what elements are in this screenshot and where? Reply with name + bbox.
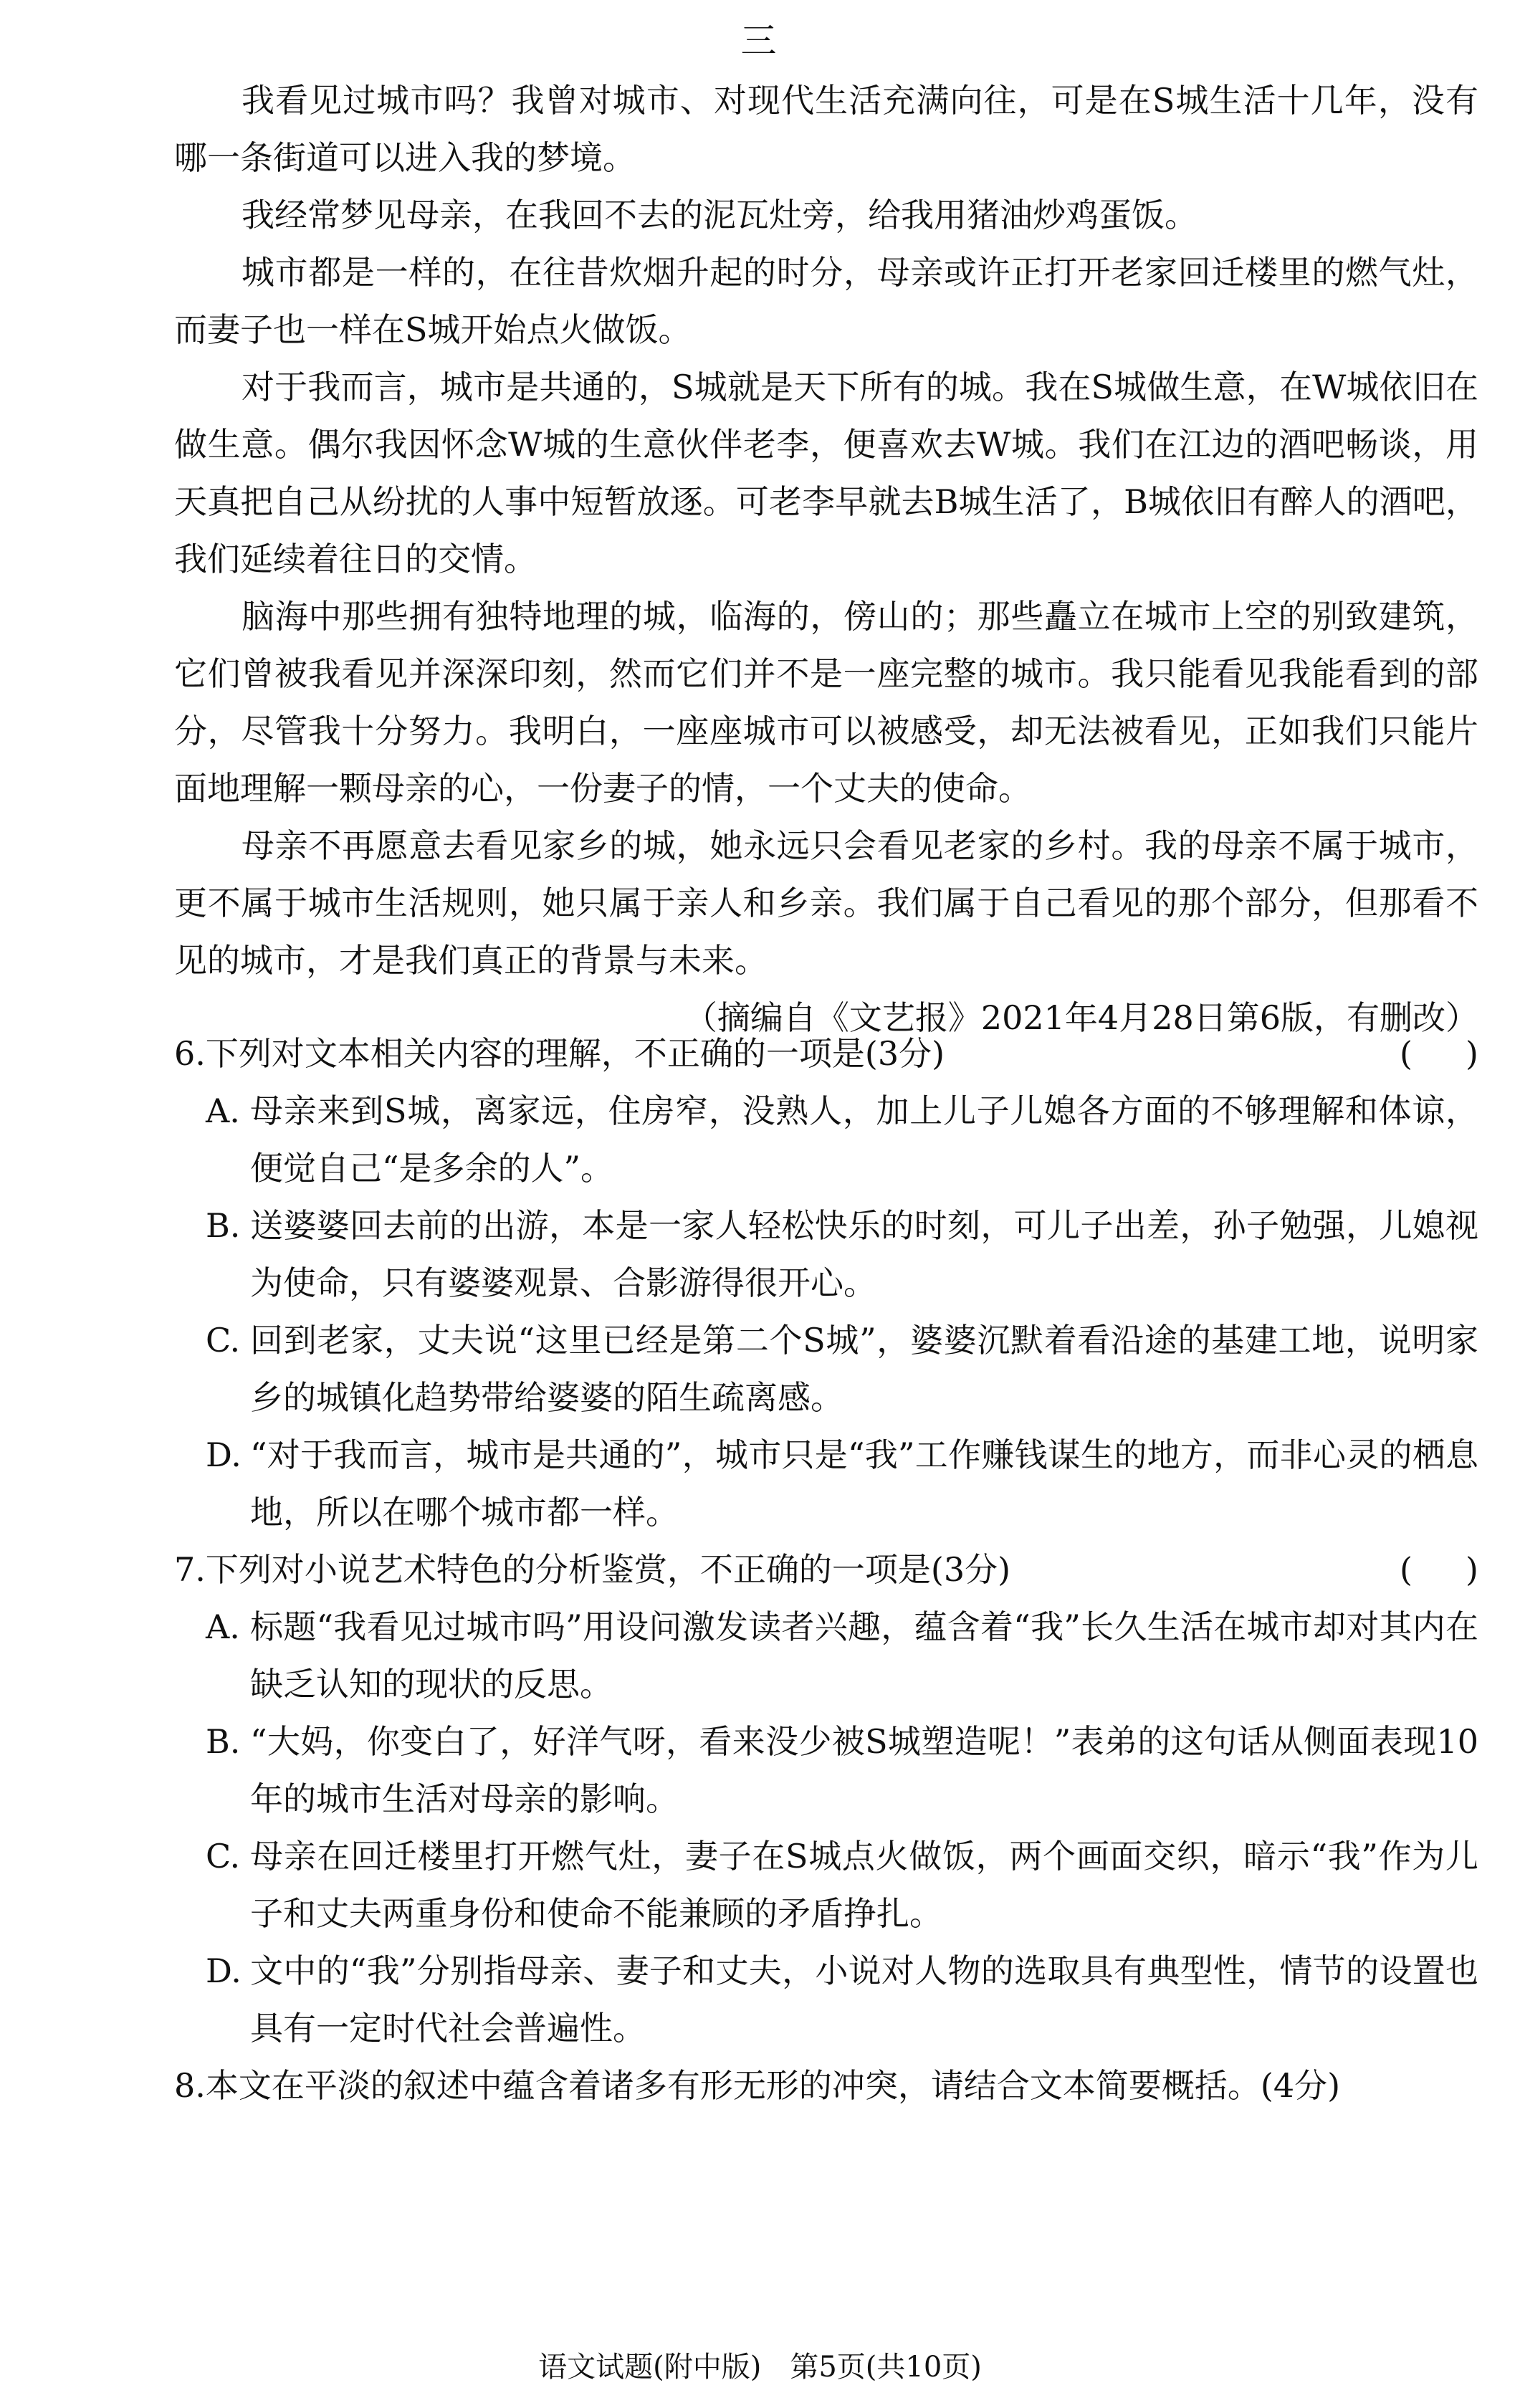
page-footer: 语文试题(附中版) 第5页(共10页) bbox=[538, 2351, 982, 2384]
source-citation: （摘编自《文艺报》2021年4月28日第6版，有删改） bbox=[684, 998, 1478, 1037]
option-c bbox=[174, 1828, 1478, 1942]
question-list bbox=[174, 1025, 1478, 2114]
passage-paragraph: 我经常梦见母亲，在我回不去的泥瓦灶旁，给我用猪油炒鸡蛋饭。 bbox=[242, 196, 1198, 234]
option-d bbox=[174, 1426, 1478, 1541]
option-text: 母亲来到S城，离家远，住房窄，没熟人，加上儿子儿媳各方面的不够理解和体谅，便觉自己“是多余的人”。 bbox=[250, 1091, 1478, 1188]
answer-paren-close: ) bbox=[1466, 1034, 1478, 1073]
question-8 bbox=[174, 2057, 1478, 2114]
answer-blank bbox=[1400, 1541, 1478, 1598]
reading-passage bbox=[174, 72, 1478, 1046]
option-letter: C. bbox=[206, 1837, 241, 1876]
answer-paren-close: ) bbox=[1466, 1550, 1478, 1589]
answer-paren-open: ( bbox=[1400, 1034, 1413, 1073]
passage-paragraph: 母亲不再愿意去看见家乡的城，她永远只会看见老家的乡村。我的母亲不属于城市，更不属于城市生活规则，她只属于亲人和乡亲。我们属于自己看见的那个部分，但那看不见的城市，才是我们真正的背景与未来。 bbox=[174, 826, 1478, 980]
option-text: 母亲在回迁楼里打开燃气灶，妻子在S城点火做饭，两个画面交织，暗示“我”作为儿子和丈夫两重身份和使命不能兼顾的矛盾挣扎。 bbox=[250, 1837, 1478, 1933]
option-text: “对于我而言，城市是共通的”，城市只是“我”工作赚钱谋生的地方，而非心灵的栖息地，所以在哪个城市都一样。 bbox=[250, 1435, 1478, 1532]
option-letter: D. bbox=[206, 1435, 242, 1474]
option-b bbox=[174, 1197, 1478, 1312]
question-7 bbox=[174, 1541, 1478, 2057]
section-heading: 三 bbox=[740, 20, 780, 62]
question-stem: 8.本文在平淡的叙述中蕴含着诸多有形无形的冲突，请结合文本简要概括。(4分) bbox=[174, 2066, 1341, 2105]
option-a bbox=[174, 1598, 1478, 1713]
option-letter: C. bbox=[206, 1321, 241, 1360]
option-text: 送婆婆回去前的出游，本是一家人轻松快乐的时刻，可儿子出差，孙子勉强，儿媳视为使命，只有婆婆观景、合影游得很开心。 bbox=[250, 1206, 1478, 1302]
option-text: “大妈，你变白了，好洋气呀，看来没少被S城塑造呢！”表弟的这句话从侧面表现10年的城市生活对母亲的影响。 bbox=[250, 1722, 1478, 1818]
option-letter: D. bbox=[206, 1951, 242, 1990]
answer-paren-open: ( bbox=[1400, 1550, 1413, 1589]
option-letter: B. bbox=[206, 1206, 241, 1245]
passage-paragraph: 对于我而言，城市是共通的，S城就是天下所有的城。我在S城做生意，在W城依旧在做生意。偶尔我因怀念W城的生意伙伴老李，便喜欢去W城。我们在江边的酒吧畅谈，用天真把自己从纷扰的人事中短暂放逐。可老李早就去B城生活了，B城依旧有醉人的酒吧，我们延续着往日的交情。 bbox=[174, 368, 1478, 578]
answer-blank bbox=[1400, 1025, 1478, 1082]
passage-paragraph: 城市都是一样的，在往昔炊烟升起的时分，母亲或许正打开老家回迁楼里的燃气灶，而妻子也一样在S城开始点火做饭。 bbox=[174, 253, 1478, 349]
question-6 bbox=[174, 1025, 1478, 1541]
option-c bbox=[174, 1312, 1478, 1426]
question-stem: 6.下列对文本相关内容的理解，不正确的一项是(3分) bbox=[174, 1034, 945, 1073]
passage-paragraph: 我看见过城市吗？我曾对城市、对现代生活充满向往，可是在S城生活十几年，没有哪一条街道可以进入我的梦境。 bbox=[174, 81, 1478, 177]
passage-paragraph: 脑海中那些拥有独特地理的城，临海的，傍山的；那些矗立在城市上空的别致建筑，它们曾被我看见并深深印刻，然而它们并不是一座完整的城市。我只能看见我能看到的部分，尽管我十分努力。我明白，一座座城市可以被感受，却无法被看见，正如我们只能片面地理解一颗母亲的心，一份妻子的情，一个丈夫的使命。 bbox=[174, 597, 1478, 808]
option-letter: A. bbox=[206, 1607, 240, 1646]
question-stem: 7.下列对小说艺术特色的分析鉴赏，不正确的一项是(3分) bbox=[174, 1550, 1011, 1589]
option-text: 回到老家，丈夫说“这里已经是第二个S城”，婆婆沉默着看沿途的基建工地，说明家乡的城镇化趋势带给婆婆的陌生疏离感。 bbox=[250, 1321, 1478, 1417]
option-b bbox=[174, 1713, 1478, 1828]
option-text: 标题“我看见过城市吗”用设问激发读者兴趣，蕴含着“我”长久生活在城市却对其内在缺乏认知的现状的反思。 bbox=[250, 1607, 1478, 1704]
option-a bbox=[174, 1082, 1478, 1197]
option-letter: A. bbox=[206, 1091, 240, 1130]
option-text: 文中的“我”分别指母亲、妻子和丈夫，小说对人物的选取具有典型性，情节的设置也具有一定时代社会普遍性。 bbox=[250, 1951, 1478, 2048]
option-letter: B. bbox=[206, 1722, 241, 1761]
option-d bbox=[174, 1942, 1478, 2057]
